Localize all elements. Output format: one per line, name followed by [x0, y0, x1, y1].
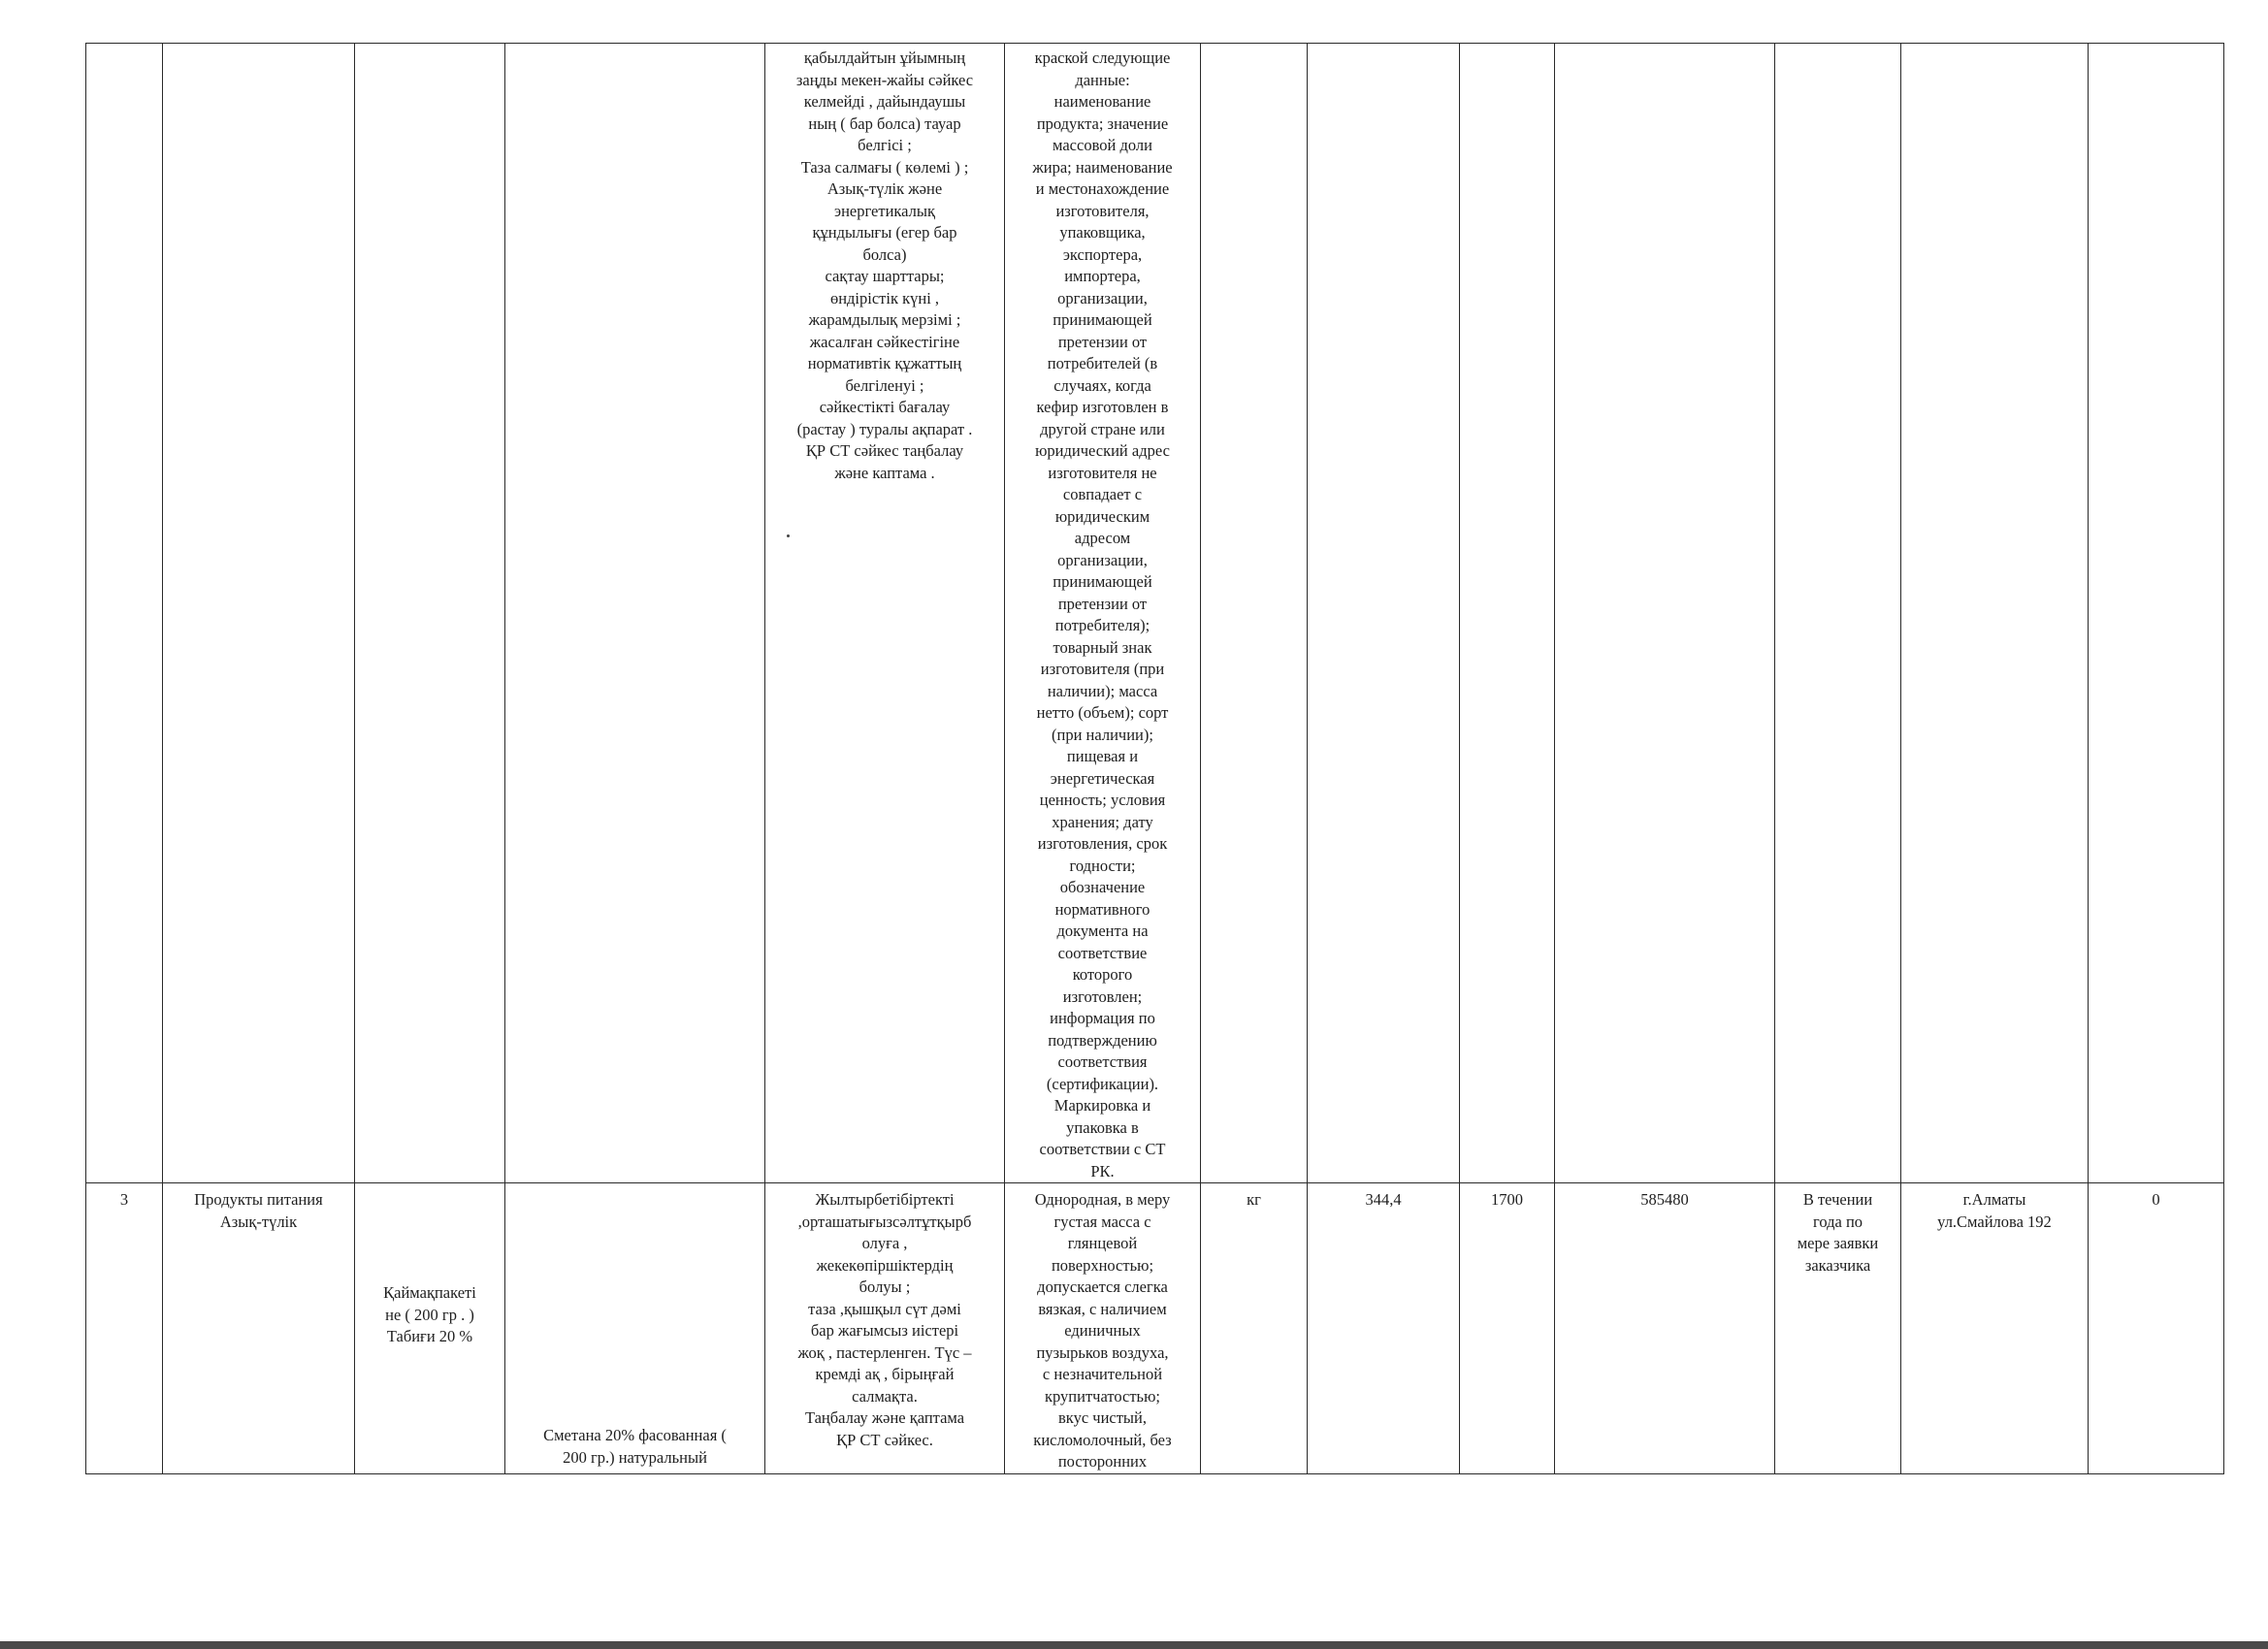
product-name-ru: Сметана 20% фасованная ( 200 гр.) натуральный	[543, 1426, 727, 1467]
kk-spec-text: Жылтырбетібіртекті ,орташатығызсәлтұтқырб олуға , жекекөпіршіктердің болуы ; таза ,қышқыл сүт дәмі бар жағымсыз иістері жоқ , пастерленген. Түс – кремді ақ , бірыңғай салмақта. Таңбалау және қаптама ҚР СТ сәйкес.	[797, 1190, 972, 1449]
table-row-continued	[86, 44, 2224, 1183]
cell-ru-spec	[1005, 44, 1201, 1183]
cell-amount	[1555, 1183, 1775, 1474]
cell-product-ru	[505, 1183, 765, 1474]
delivery-place-text: г.Алматы ул.Смайлова 192	[1937, 1190, 2052, 1231]
cell-number	[86, 1183, 163, 1474]
product-name-kk: Қаймақпакеті не ( 200 гр . ) Табиғи 20 %	[383, 1283, 476, 1345]
amount-text: 585480	[1640, 1190, 1689, 1209]
cell-category	[163, 44, 355, 1183]
quantity-text: 1700	[1491, 1190, 1523, 1209]
scan-edge-bar	[0, 1641, 2268, 1649]
advance-text: 0	[2152, 1190, 2160, 1209]
stray-mark	[787, 534, 790, 537]
row-number: 3	[119, 1190, 129, 1209]
kk-spec-text: қабылдайтын ұйымның заңды мекен-жайы сәйкес келмейді , дайындаушы ның ( бар болса) тауар белгісі ; Таза салмағы ( көлемі ) ; Азық-түлік және энергетикалық құндылығы (егер бар болса) сақтау шарттары; өндірістік күні , жарамдылық мерзімі ; жасалған сәйкестігіне нормативтік құжаттың белгіленуі ; сәйкестікті бағалау (растау ) туралы ақпарат . ҚР СТ сәйкес таңбалау және каптама .	[795, 48, 974, 482]
cell-number	[86, 44, 163, 1183]
cell-advance	[2089, 44, 2224, 1183]
cell-category	[163, 1183, 355, 1474]
table-row-3	[86, 1183, 2224, 1474]
ru-spec-text: Однородная, в меру густая масса с глянцевой поверхностью; допускается слегка вязкая, с наличием единичных пузырьков воздуха, с незначительной крупитчатостью; вкус чистый, кисломолочный, без посторонних	[1033, 1190, 1172, 1471]
procurement-table	[85, 43, 2224, 1474]
cell-quantity	[1460, 1183, 1555, 1474]
delivery-time-text: В течении года по мере заявки заказчика	[1797, 1190, 1879, 1275]
unit-text: кг	[1247, 1190, 1261, 1209]
cell-amount	[1555, 44, 1775, 1183]
cell-kk-spec	[765, 1183, 1005, 1474]
category-text: Продукты питания Азық-түлік	[194, 1190, 323, 1231]
cell-quantity	[1460, 44, 1555, 1183]
ru-spec-text: краской следующие данные: наименование продукта; значение массовой доли жира; наименование и местонахождение изготовителя, упаковщика, экспортера, импортера, организации, принимающей претензии от потребителей (в случаях, когда кефир изготовлен в другой стране или юридический адрес изготовителя не совпадает с юридическим адресом организации, принимающей претензии от потребителя); товарный знак изготовителя (при наличии); масса нетто (объем); сорт (при наличии); пищевая и энергетическая ценность; условия хранения; дату изготовления, срок годности; обозначение нормативного документа на соответствие которого изготовлен; информация по подтверждению соответствия (сертификации). Маркировка и упаковка в соответствии с СТ РК.	[1032, 48, 1173, 1180]
cell-ru-spec	[1005, 1183, 1201, 1474]
cell-price	[1308, 44, 1460, 1183]
cell-unit	[1201, 44, 1308, 1183]
cell-delivery-place	[1901, 44, 2089, 1183]
cell-delivery-place	[1901, 1183, 2089, 1474]
cell-product-kk	[355, 1183, 505, 1474]
cell-product-kk	[355, 44, 505, 1183]
cell-unit	[1201, 1183, 1308, 1474]
cell-kk-spec	[765, 44, 1005, 1183]
cell-delivery-time	[1775, 44, 1901, 1183]
cell-delivery-time	[1775, 1183, 1901, 1474]
cell-price	[1308, 1183, 1460, 1474]
cell-product-ru	[505, 44, 765, 1183]
cell-advance	[2089, 1183, 2224, 1474]
price-text: 344,4	[1365, 1190, 1402, 1209]
